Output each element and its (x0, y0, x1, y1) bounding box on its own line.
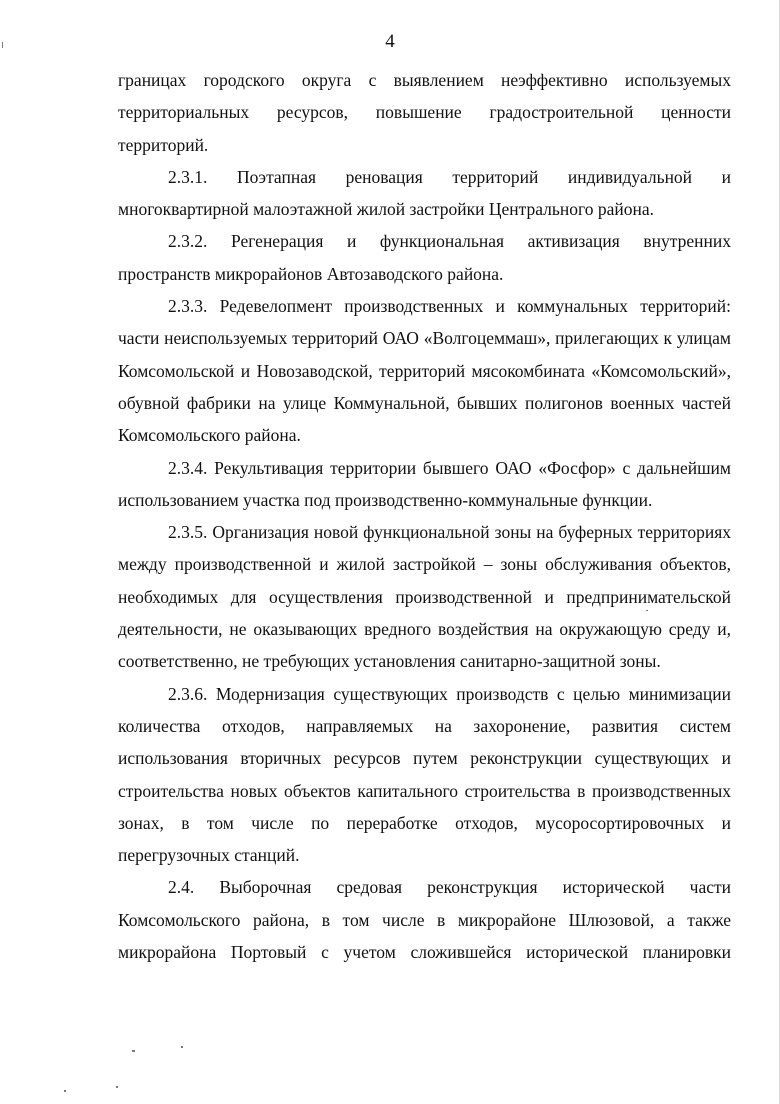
paragraph-continuation: границах городского округа с выявлением неэффективно используемых территориальных ресурсов, повышение градостроительной ценности территорий. (118, 70, 731, 155)
scan-speck (181, 1046, 183, 1048)
scan-speck (132, 1050, 135, 1052)
scan-speck (64, 1090, 66, 1092)
paragraph-2-3-2: 2.3.2. Регенерация и функциональная активизация внутренних пространств микрорайонов Автозаводского района. (118, 231, 731, 284)
scan-speck (646, 610, 648, 611)
paragraph-2-3-1: 2.3.1. Поэтапная реновация территорий индивидуальной и многоквартирной малоэтажной жилой застройки Центрального района. (118, 166, 731, 220)
paragraph-2-4: 2.4. Выборочная средовая реконструкция исторической части Комсомольского района, в том числе в микрорайоне Шлюзовой, а также микрорайона Портовый с учетом сложившейся исторической планировки (118, 877, 731, 963)
paragraph-2-3-4: 2.3.4. Рекультивация территории бывшего ОАО «Фосфор» с дальнейшим использованием участка под производственно-коммунальные функции. (118, 457, 731, 510)
paragraph-2-3-3: 2.3.3. Редевелопмент производственных и коммунальных территорий: части неиспользуемых территорий ОАО «Волгоцеммаш», прилегающих к улицам Комсомольской и Новозаводской, территорий мясокомбината «Комсомольский», обувной фабрики на улице Коммунальной, бывших полигонов военных частей Комсомольского района. (118, 296, 731, 446)
paragraph-2-3-6: 2.3.6. Модернизация существующих производств с целью минимизации количества отходов, направляемых на захоронение, развития систем использования вторичных ресурсов путем реконструкции существующих и строительства новых объектов капитального строительства в производственных зонах, в том числе по переработке отходов, мусоросортировочных и перегрузочных станций. (118, 683, 731, 866)
scan-speck (116, 1086, 118, 1088)
document-body (118, 64, 731, 968)
page-number: 4 (385, 31, 395, 52)
scan-speck (2, 42, 3, 48)
paragraph-2-3-5: 2.3.5. Организация новой функциональной зоны на буферных территориях между производственной и жилой застройкой – зоны обслуживания объектов, необходимых для осуществления производственной и предпринимательской деятельности, не оказывающих вредного воздействия на окружающую среду и, соответственно, не требующих установления санитарно-защитной зоны. (118, 522, 731, 672)
